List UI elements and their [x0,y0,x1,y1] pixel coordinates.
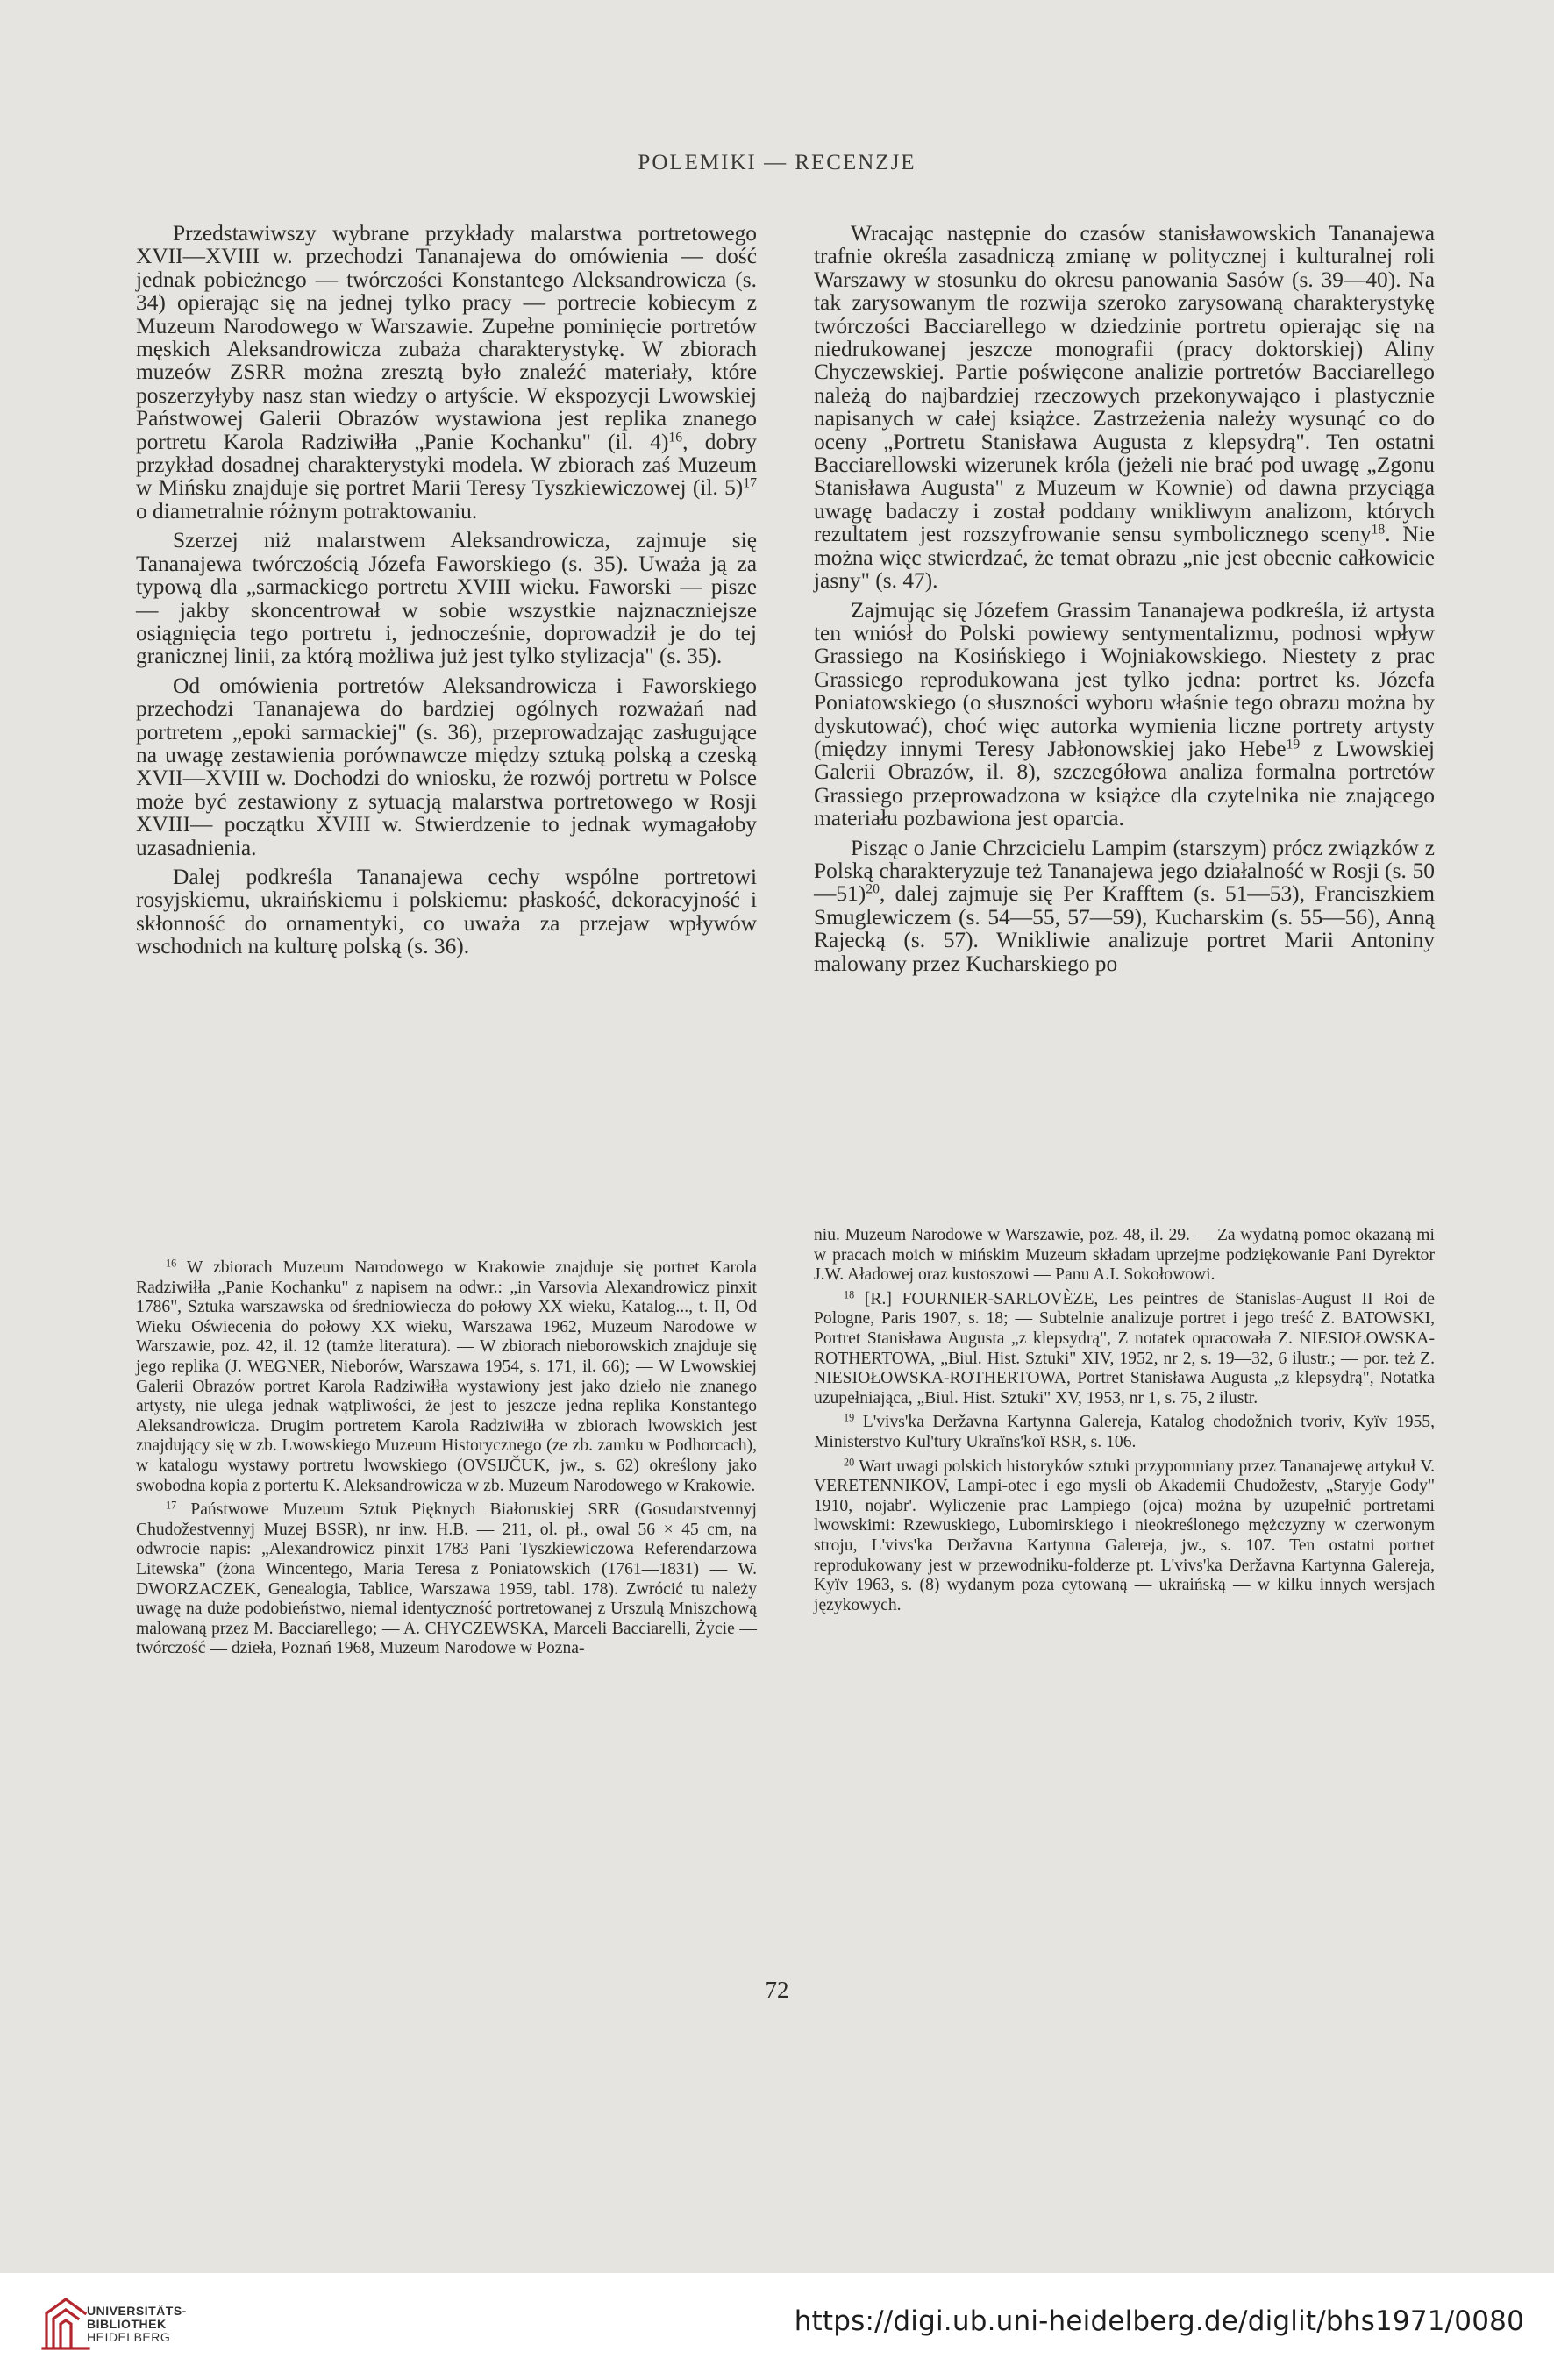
text-run: o diametralnie różnym potraktowaniu. [136,498,478,524]
footnote-continuation: niu. Muzeum Narodowe w Warszawie, poz. 48, il. 29. — Za wydatną pomoc okazaną mi w pracach moich w mińskim Muzeum składam uprzejme podziękowanie Pani Dyrektor J.W. Aładowej oraz kustoszowi — Panu A.I. Sokołowowi. [814,1226,1435,1285]
library-name-line-2: BIBLIOTHEK [87,2317,167,2331]
footnote-number: 16 [166,1257,177,1270]
footnote-reference: 16 [668,430,683,445]
source-url-link[interactable]: https://digi.ub.uni-heidelberg.de/diglit/bhs1971/0080 [794,2305,1524,2337]
footnote-reference: 19 [1286,737,1301,752]
footnote [136,1258,757,1496]
text-run: z Lwowskiej Galerii Obrazów, il. 8), szczegółowa analiza formalna portretów Grassiego przeprowadzona w książce dla czytelnika nie znającego materiału pozbawiona jest oparcia. [814,736,1435,831]
footnote [814,1457,1435,1616]
footnote-number: 17 [166,1499,177,1512]
footnote-reference: 17 [743,475,757,491]
text-run: Zajmując się Józefem Grassim Tananajewa podkreśla, iż artysta ten wniósł do Polski powiewy sentymentalizmu, podnosi wpływ Grassiego na Kosińskiego i Wojniakowskiego. Niestety z prac Grassiego reprodukowana jest tylko jedna: portret ks. Józefa Poniatowskiego (o słuszności wyboru właśnie tego obrazu można by dyskutować), choć więc autorka wymienia liczne portrety artysty (między innymi Teresy Jabłonowskiej jako Hebe [814,597,1435,761]
body-column-right [814,222,1435,981]
footnote-reference: 20 [866,881,880,897]
footnote-number: 19 [844,1411,855,1424]
paragraph-right-3 [814,837,1435,975]
footnote-reference: 18 [1371,522,1386,538]
text-run: Dalej podkreśla Tananajewa cechy wspólne portretowi rosyjskiemu, ukraińskiemu i polskiemu: płaskość, dekoracyjność i skłonność do ornamentyki, co uważa za przejaw wpływów wschodnich na kulturę polską (s. 36). [136,864,757,959]
university-library-logo-icon [39,2294,92,2352]
running-head: POLEMIKI — RECENZJE [638,151,916,175]
body-column-left [136,222,757,965]
text-run: Szerzej niż malarstwem Aleksandrowicza, zajmuje się Tananajewa twórczością Józefa Faworskiego (s. 35). Uważa ją za typową dla „sarmackiego portretu XVIII wieku. Faworski — pisze — jakby skoncentrował w sobie wszystkie najznaczniejsze osiągnięcia tego portretu i, jednocześnie, doprowadził je do tej granicznej linii, za którą możliwa już jest tylko stylizacja" (s. 35). [136,528,757,669]
footnote-number: 18 [844,1288,855,1301]
library-name-line-3: HEIDELBERG [87,2330,171,2344]
footnote-text: Państwowe Muzeum Sztuk Pięknych Białoruskiej SRR (Gosudarstvennyj Chudožestvennyj Muzej BSSR), nr inw. H.B. — 211, ol. pł., owal 56 × 45 cm, na odwrocie napis: „Alexandrowicz pinxit 1783 Pani Tyszkiewiczowa Referendarzowa Litewska" (żona Wincentego, Maria Teresa z Poniatowskich (1761—1831) — W. DWORZACZEK, Genealogia, Tablice, Warszawa 1959, tabl. 178). Zwrócić tu należy uwagę na duże podobieństwo, niemal identyczność portretowanej z Urszulą Mniszchową malowaną przez M. Bacciarellego; — A. CHYCZEWSKA, Marceli Bacciarelli, Życie — twórczość — dzieła, Poznań 1968, Muzeum Narodowe w Pozna- [136,1500,757,1658]
paragraph-left-2 [136,529,757,667]
footnotes-column-right [814,1226,1435,1620]
footnotes-column-left [136,1258,757,1664]
footnote-text: [R.] FOURNIER-SARLOVÈZE, Les peintres de Stanislas-August II Roi de Pologne, Paris 1907, s. 18; — Subtelnie analizuje portret i jego treść Z. BATOWSKI, Portret Stanisława Augusta „z klepsydrą", Z notatek opracowała Z. NIESIOŁOWSKA-ROTHERTOWA, „Biul. Hist. Sztuki" XIV, 1952, nr 2, s. 19—32, 6 ilustr.; — por. też Z. NIESIOŁOWSKA-ROTHERTOWA, Portret Stanisława Augusta „z klepsydrą", Notatka uzupełniająca, „Biul. Hist. Sztuki" XV, 1953, nr 1, s. 75, 2 ilustr. [814,1289,1435,1407]
footnote-text: Wart uwagi polskich historyków sztuki przypomniany przez Tananajewę artykuł V. VERETENNIKOV, Lampi-otec i ego mysli ob Akademii Chudožestv, „Staryje Gody" 1910, nojabr'. Wyliczenie prac Lampiego (ojca) można by uzupełnić portretami lwowskimi: Rzewuskiego, Lubomirskiego i nieokreślonego mężczyzny w czerwonym stroju, L'vivs'ka Deržavna Kartynna Galereja, jw., s. 107. Ten ostatni portret reprodukowany jest w przewodniku-folderze pt. L'vivs'ka Deržavna Kartynna Galereja, Kyïv 1963, s. (8) wydanym poza cytowaną — ukraińską — w kilku innych wersjach językowych. [814,1457,1435,1614]
library-name-line-1: UNIVERSITÄTS- [87,2304,187,2318]
text-run: Od omówienia portretów Aleksandrowicza i Faworskiego przechodzi Tananajewa do bardziej ogólnych rozważań nad portretem „epoki sarmackiej" (s. 36), przeprowadzając zasługujące na uwagę zestawienia porównawcze między sztuką polską a czeską XVII—XVIII w. Dochodzi do wniosku, że rozwój portretu w Polsce może być zestawiony z sytuacją malarstwa portretowego w Rosji XVIII— początku XVIII w. Stwierdzenie to jednak wymagałoby uzasadnienia. [136,673,757,860]
paragraph-right-2 [814,599,1435,830]
footnote [136,1500,757,1659]
paragraph-left-4 [136,866,757,958]
paragraph-right-1 [814,222,1435,593]
footnote-text: W zbiorach Muzeum Narodowego w Krakowie znajduje się portret Karola Radziwiłła „Panie Kochanku" z napisem na odwr.: „in Varsovia Alexandrowicz pinxit 1786", Sztuka warszawska od średniowiecza do połowy XX wieku, Katalog..., t. II, Od Wieku Oświecenia do połowy XX wieku, Warszawa 1962, Muzeum Narodowe w Warszawie, poz. 42, il. 12 (tamże literatura). — W zbiorach nieborowskich znajduje się jego replika (J. WEGNER, Nieborów, Warszawa 1954, s. 171, il. 66); — W Lwowskiej Galerii Obrazów portret Karola Radziwiłła wystawiony jest jako dzieło nie znanego artysty, nie ulega jednak wątpliwości, że jest to jeszcze jedna replika Konstantego Aleksandrowicza. Drugim portretem Karola Radziwiłła w zbiorach lwowskich jest znajdujący się w zb. Lwowskiego Muzeum Historycznego (ze zb. zamku w Podhorcach), w katalogu wystawy portretu lwowskiego (OVSIJČUK, jw., s. 62) określony jako swobodna kopia z portertu K. Aleksandrowicza w zb. Muzeum Narodowego w Krakowie. [136,1258,757,1495]
footnote-text: L'vivs'ka Deržavna Kartynna Galereja, Katalog chodožnich tvoriv, Kyïv 1955, Ministerstvo Kul'tury Ukraïns'koï RSR, s. 106. [814,1413,1435,1451]
footnote [814,1290,1435,1409]
text-run: , dalej zajmuje się Per Krafftem (s. 51—53), Franciszkiem Smuglewiczem (s. 54—55, 57—59), Kucharskim (s. 55—56), Anną Rajecką (s. 57). Wnikliwie analizuje portret Marii Antoniny malowany przez Kucharskiego po [814,881,1435,976]
page-number: 72 [765,1977,789,2003]
text-run: , dobry przykład dosadnej charakterystyki modela. W zbiorach zaś Muzeum w Mińsku znajduje się portret Marii Teresy Tyszkiewiczowej (il. 5) [136,429,757,501]
footnote [814,1413,1435,1452]
paragraph-left-3 [136,674,757,859]
text-run: Pisząc o Janie Chrzcicielu Lampim (starszym) prócz związków z Polską charakteryzuje też Tananajewa jego działalność w Rosji (s. 50—51) [814,835,1435,907]
text-run: Przedstawiwszy wybrane przykłady malarstwa portretowego XVII—XVIII w. przechodzi Tananajewa do omówienia — dość jednak pobieżnego — twórczości Konstantego Aleksandrowicza (s. 34) opierając się na jednej tylko pracy — portrecie kobiecym z Muzeum Narodowego w Warszawie. Zupełne pominięcie portretów męskich Aleksandrowicza zubaża charakterystykę. W zbiorach muzeów ZSRR można zresztą było znaleźć materiały, które poszerzyłyby nasz stan wiedzy o artyście. W ekspozycji Lwowskiej Państwowej Galerii Obrazów wystawiona jest replika znanego portretu Karola Radziwiłła „Panie Kochanku" (il. 4) [136,221,757,454]
library-name [87,2305,187,2344]
text-run: Wracając następnie do czasów stanisławowskich Tananajewa trafnie określa zasadniczą zmianę w politycznej i kulturalnej roli Warszawy w stosunku do okresu panowania Sasów (s. 39—40). Na tak zarysowanym tle rozwija szeroko zarysowaną charakterystykę twórczości Bacciarellego w dziedzinie portretu opierając się na niedrukowanej jeszcze monografii (pracy doktorskiej) Aliny Chyczewskiej. Partie poświęcone analizie portretów Bacciarellego należą do najbardziej rzeczowych przekonywająco i plastycznie napisanych w całej książce. Zastrzeżenia należy wysunąć co do oceny „Portretu Stanisława Augusta z klepsydrą". Ten ostatni Bacciarellowski wizerunek króla (jeżeli nie brać pod uwagę „Zgonu Stanisława Augusta" z Muzeum w Kownie) od dawna przyciąga uwagę badaczy i został poddany wnikliwym analizom, których rezultatem jest rozszyfrowanie sensu symbolicznego sceny [814,221,1435,547]
paragraph-left-1 [136,222,757,523]
footnote-number: 20 [844,1455,855,1468]
text-run: . Nie można więc stwierdzać, że temat obrazu „nie jest obecnie całkowicie jasny" (s. 47). [814,522,1436,594]
